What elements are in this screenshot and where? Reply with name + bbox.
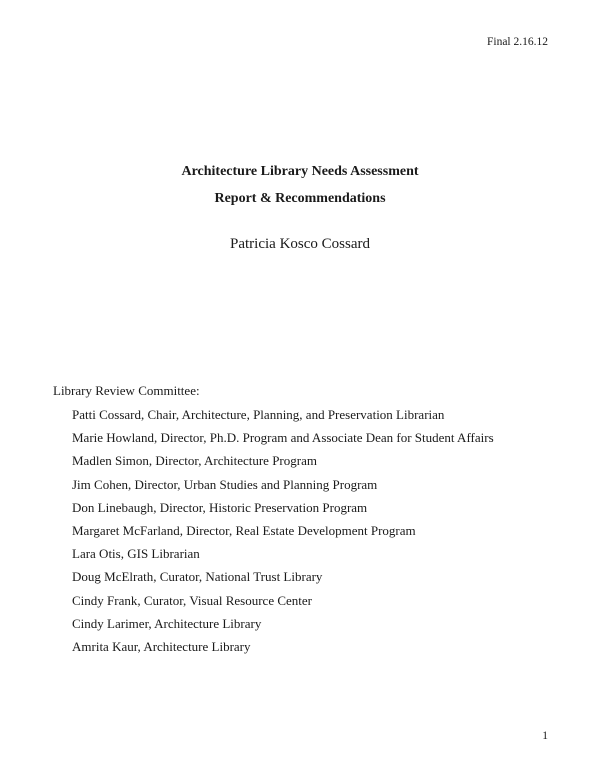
committee-member: Madlen Simon, Director, Architecture Program (72, 453, 317, 469)
title-block (0, 158, 600, 212)
document-title: Architecture Library Needs Assessment (181, 164, 419, 179)
committee-member: Lara Otis, GIS Librarian (72, 546, 200, 562)
committee-member: Amrita Kaur, Architecture Library (72, 639, 251, 655)
committee-member: Patti Cossard, Chair, Architecture, Planning, and Preservation Librarian (72, 407, 445, 422)
page-number: 1 (542, 730, 548, 742)
author-name: Patricia Kosco Cossard (230, 236, 370, 252)
document-subtitle: Report & Recommendations (214, 191, 386, 206)
committee-member: Doug McElrath, Curator, National Trust Library (72, 569, 323, 585)
committee-member-list (53, 403, 573, 658)
committee-member: Jim Cohen, Director, Urban Studies and Planning Program (72, 476, 378, 492)
committee-member: Cindy Larimer, Architecture Library (72, 615, 262, 631)
committee-member: Cindy Frank, Curator, Visual Resource Center (72, 592, 312, 608)
committee-section (53, 379, 573, 658)
committee-heading: Library Review Committee: (53, 383, 200, 398)
document-version-label: Final 2.16.12 (486, 36, 548, 48)
committee-member: Marie Howland, Director, Ph.D. Program and Associate Dean for Student Affairs (72, 430, 494, 446)
committee-member: Margaret McFarland, Director, Real Estate Development Program (72, 523, 416, 539)
committee-member: Don Linebaugh, Director, Historic Preservation Program (72, 499, 368, 515)
